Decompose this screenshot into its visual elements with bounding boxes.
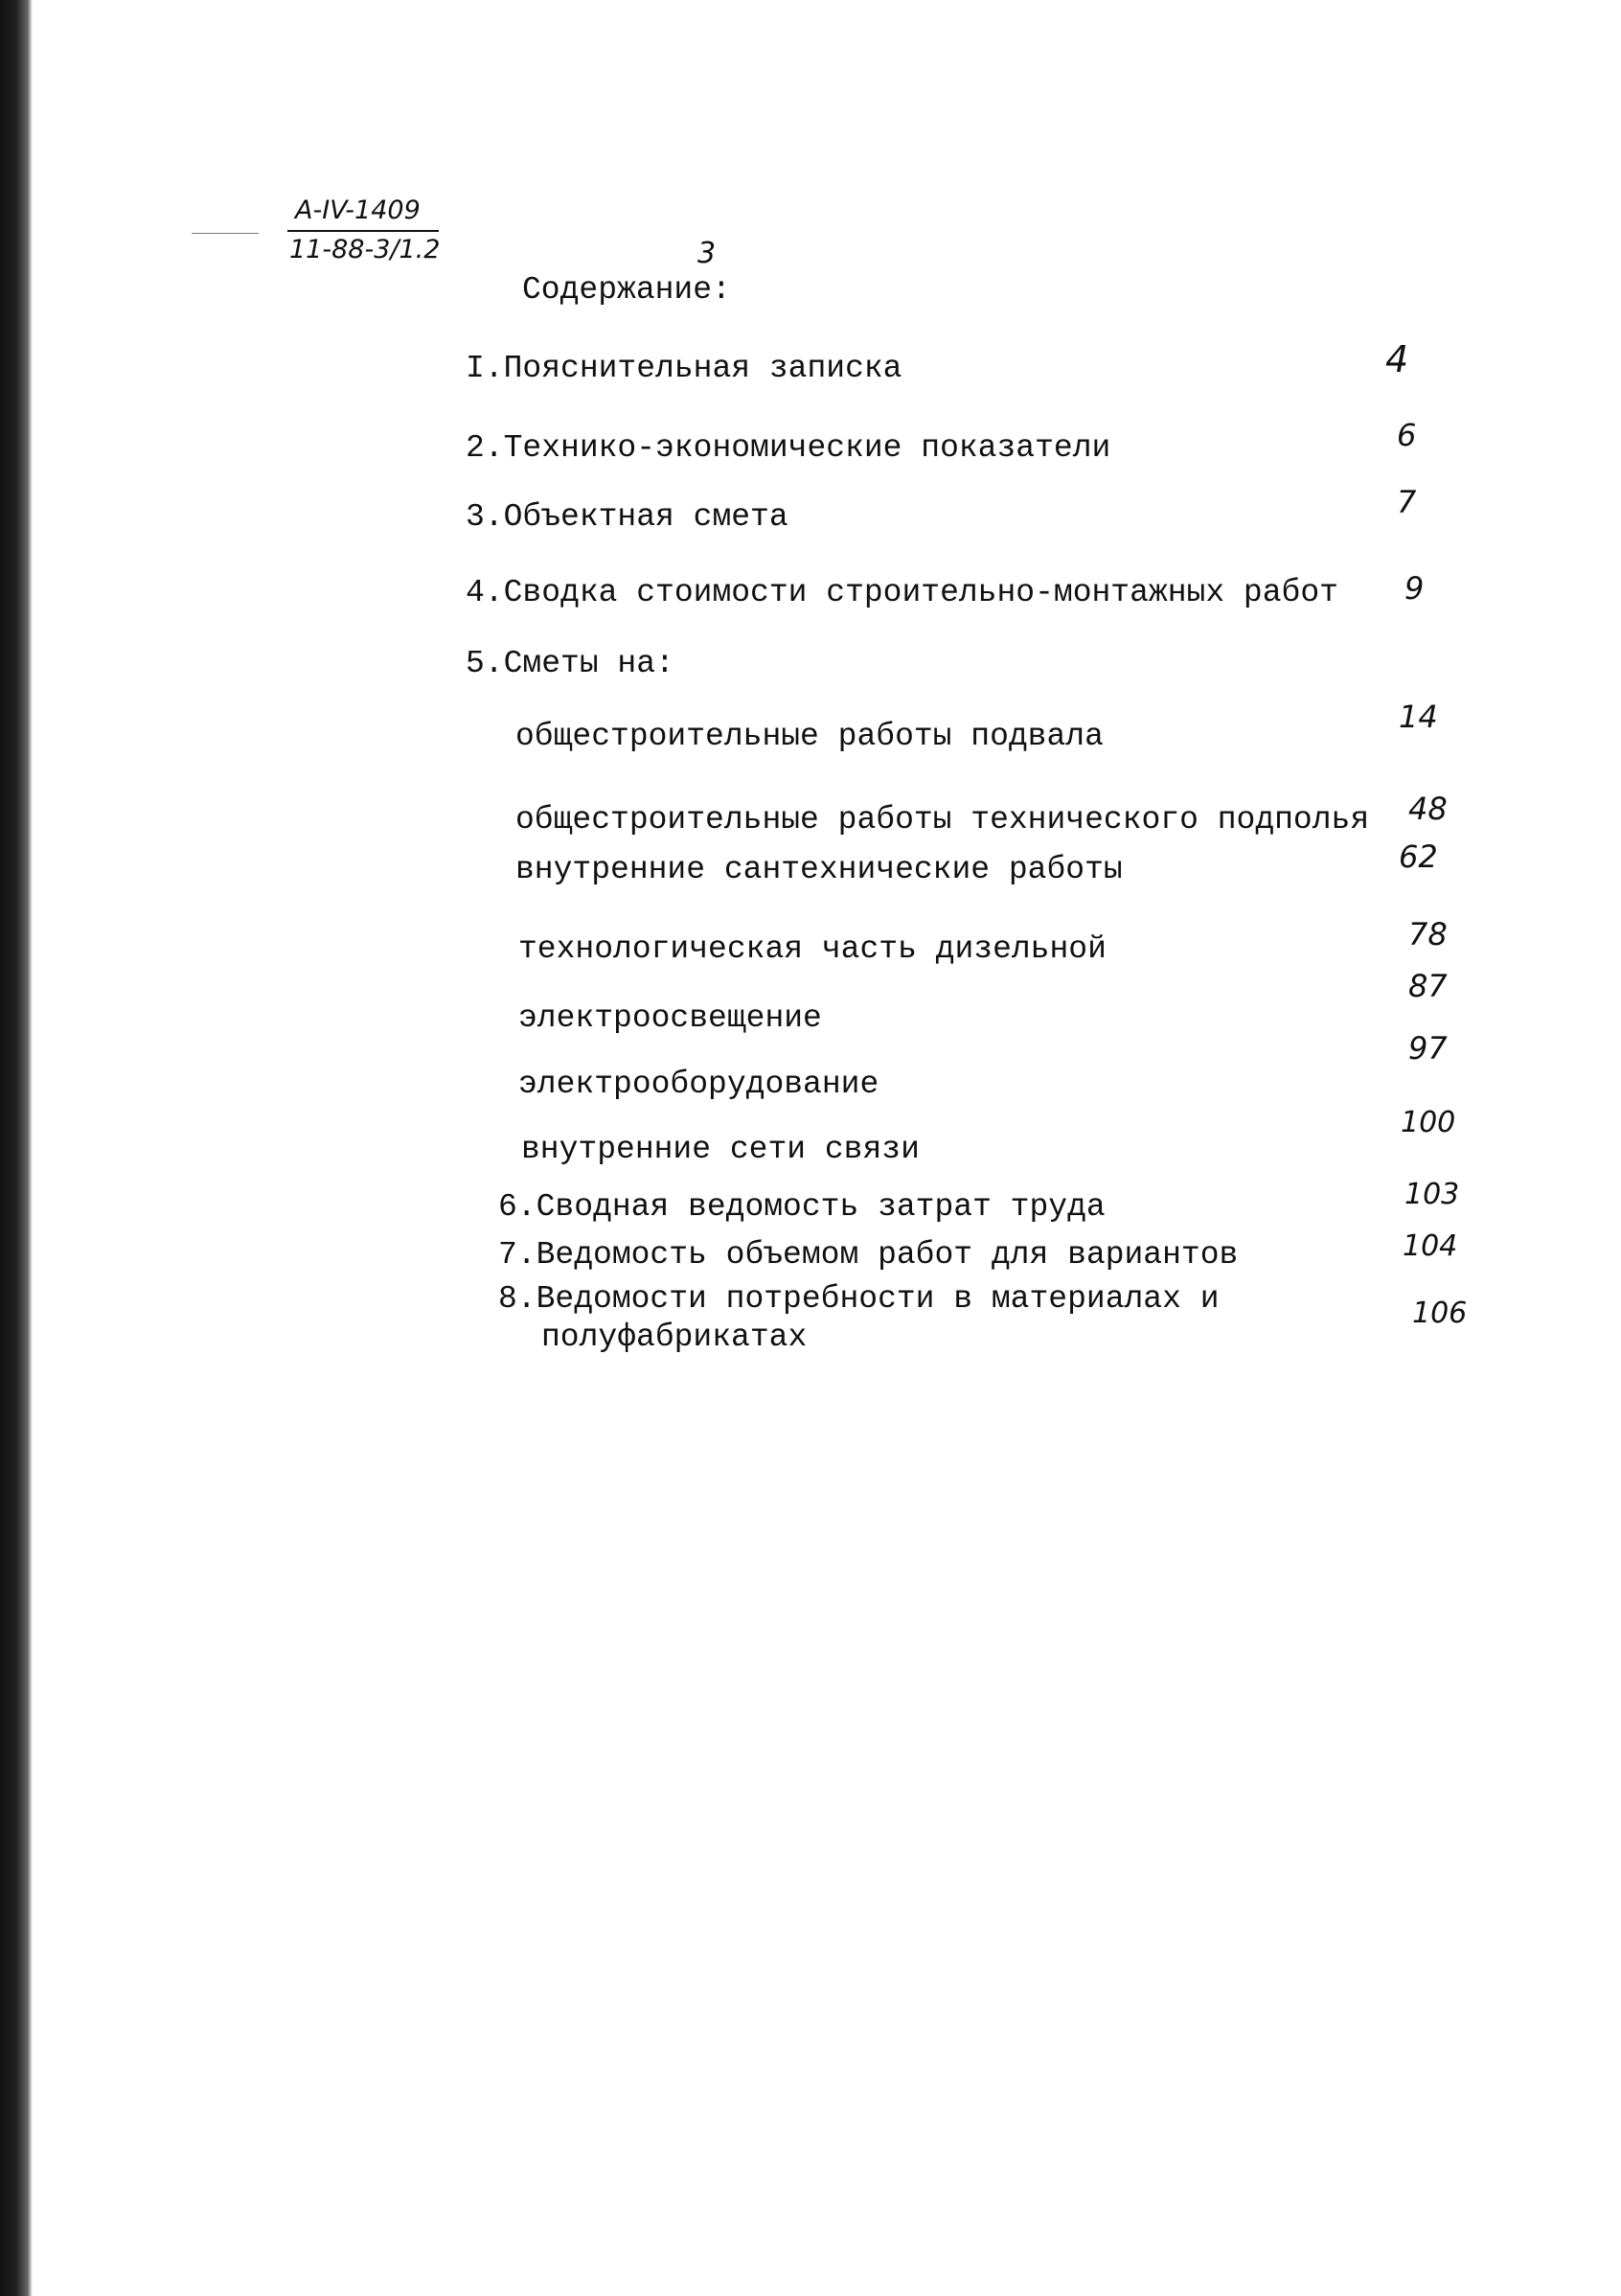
toc-subentry: внутренние сети связи <box>521 1132 920 1167</box>
toc-page: 62 <box>1399 838 1438 875</box>
toc-page: 6 <box>1397 417 1417 453</box>
toc-entry: I.Пояснительная записка <box>466 351 902 386</box>
toc-page: 106 <box>1412 1297 1468 1330</box>
toc-page: 103 <box>1404 1178 1460 1211</box>
toc-entry: 3.Объектная смета <box>466 499 788 535</box>
toc-entry: 2.Технико-экономические показатели <box>466 430 1111 466</box>
toc-page: 104 <box>1403 1229 1458 1263</box>
toc-subentry: общестроительные работы подвала <box>515 719 1104 754</box>
scan-edge-shadow <box>0 0 33 2296</box>
toc-subentry: технологическая часть дизельной <box>518 931 1107 967</box>
toc-entry-continuation: полуфабрикатах <box>541 1320 808 1355</box>
toc-subentry: электрооборудование <box>518 1067 879 1102</box>
toc-subentry: общестроительные работы технического подполья <box>515 802 1370 838</box>
annotation-divider <box>287 230 439 232</box>
toc-page: 4 <box>1385 338 1409 380</box>
toc-subentry: внутренние сантехнические работы <box>515 852 1123 887</box>
page-number: 3 <box>697 237 717 270</box>
toc-page: 14 <box>1399 699 1438 735</box>
toc-title: Содержание: <box>522 272 731 308</box>
toc-page: 7 <box>1397 484 1417 520</box>
toc-page: 97 <box>1408 1030 1448 1067</box>
margin-mark <box>192 233 259 234</box>
toc-page: 9 <box>1404 570 1425 607</box>
archive-code-bottom: 11-88-3/1.2 <box>289 235 441 264</box>
archive-code-top: A-IV-1409 <box>295 195 421 225</box>
toc-page: 48 <box>1408 791 1448 827</box>
toc-subentry: электроосвещение <box>518 1000 822 1036</box>
toc-page: 78 <box>1408 916 1448 953</box>
toc-entry: 7.Ведомость объемом работ для вариантов <box>498 1237 1239 1273</box>
toc-entry: 6.Сводная ведомость затрат труда <box>498 1189 1106 1225</box>
toc-entry: 4.Сводка стоимости строительно-монтажных работ <box>466 575 1338 610</box>
toc-page: 87 <box>1408 968 1448 1004</box>
toc-page: 100 <box>1401 1106 1456 1139</box>
toc-entry: 8.Ведомости потребности в материалах и <box>498 1281 1220 1317</box>
toc-entry: 5.Сметы на: <box>466 646 674 681</box>
